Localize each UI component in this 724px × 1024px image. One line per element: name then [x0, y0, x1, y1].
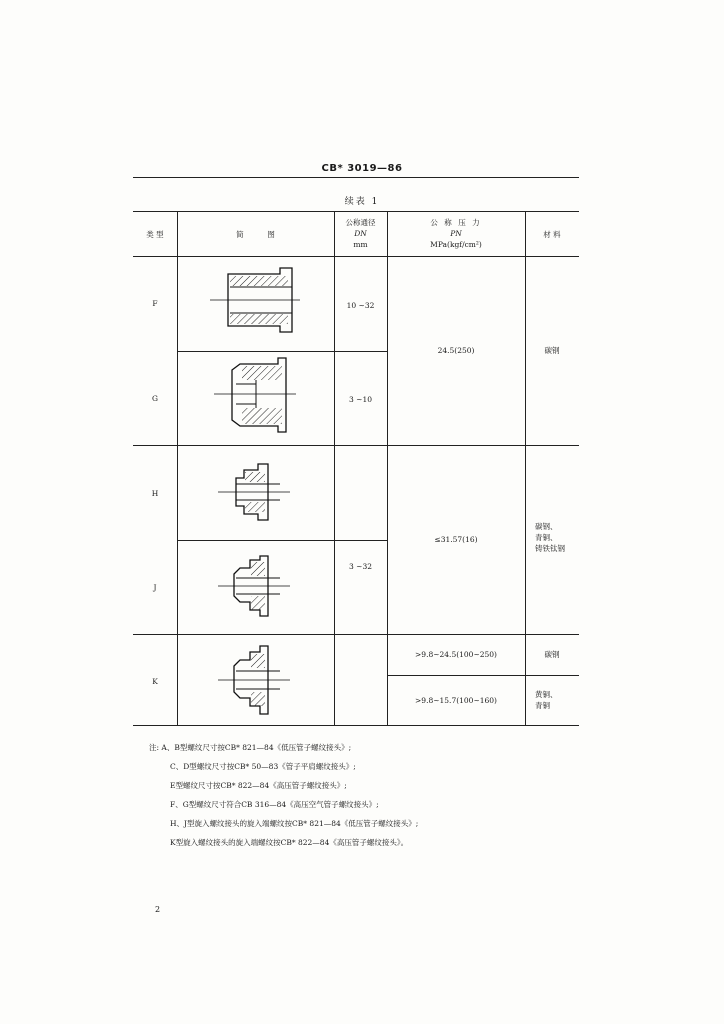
- pn-k-brass: >9.8~15.7(100~160): [415, 696, 497, 705]
- table-notes: [150, 738, 418, 852]
- material-k-line: 青铜: [535, 701, 550, 710]
- material-k-line: 黄铜、: [535, 690, 558, 699]
- dn-label: 公称通径: [345, 218, 376, 227]
- col-header-dn: [334, 217, 387, 250]
- fitting-j-drawing: [210, 552, 300, 622]
- document-code: CB* 3019—86: [321, 163, 403, 174]
- note-line: C、D型螺纹尺寸按CB* 50—83《管子平肩螺纹接头》;: [170, 762, 356, 771]
- note-text: A、B型螺纹尺寸按CB* 821—84《低压管子螺纹接头》;: [161, 743, 352, 752]
- material-fg: 碳钢: [544, 346, 560, 355]
- note-line: H、J型旋入螺纹接头的旋入端螺纹按CB* 821—84《低压管子螺纹接头》;: [170, 819, 419, 828]
- col-header-pn: [387, 217, 525, 250]
- col-header-material: 材 料: [543, 230, 561, 239]
- note-line: K型旋入螺纹接头的旋入端螺纹按CB* 822—84《高压管子螺纹接头》。: [170, 838, 409, 847]
- fitting-f-drawing: [200, 262, 320, 342]
- pn-hj: ≤31.57(16): [434, 535, 478, 544]
- row-type-j: J: [153, 583, 157, 592]
- material-hj-line: 铸铁钛钢: [535, 544, 565, 553]
- fitting-k-drawing: [210, 644, 300, 718]
- row-type-g: G: [152, 394, 158, 403]
- note-line: [149, 738, 417, 757]
- table-title: 续表 1: [344, 197, 380, 207]
- row-dn-hjk: 3 ~32: [349, 562, 372, 571]
- material-k-brass: [525, 689, 589, 711]
- row-type-f: F: [152, 299, 158, 308]
- fitting-h-drawing: [210, 458, 300, 528]
- note-line: E型螺纹尺寸按CB* 822—84《高压管子螺纹接头》;: [170, 781, 347, 790]
- page-number: 2: [155, 905, 161, 914]
- row-dn-f: 10 ~32: [346, 301, 375, 310]
- fitting-g-drawing: [200, 356, 320, 436]
- note-line: F、G型螺纹尺寸符合CB 316—84《高压空气管子螺纹接头》;: [170, 800, 379, 809]
- pn-k-carbon: >9.8~24.5(100~250): [415, 650, 497, 659]
- pn-label: 公 称 压 力: [430, 218, 482, 227]
- material-hj: [525, 521, 589, 554]
- row-type-h: H: [151, 489, 159, 498]
- header-rule: [133, 177, 579, 178]
- pn-unit: MPa(kgf/cm²): [430, 240, 482, 249]
- material-hj-line: 青铜、: [535, 533, 558, 542]
- dn-unit: mm: [353, 240, 368, 249]
- col-header-type: 类 型: [146, 230, 164, 239]
- material-hj-line: 碳钢、: [535, 522, 558, 531]
- pn-fg: 24.5(250): [437, 346, 475, 355]
- row-dn-g: 3 ~10: [349, 395, 372, 404]
- material-k-carbon: 碳钢: [544, 650, 560, 659]
- dn-symbol: DN: [354, 229, 367, 238]
- pn-symbol: PN: [450, 229, 462, 238]
- notes-label: 注:: [149, 743, 160, 752]
- col-header-diagram: 简 图: [236, 230, 275, 239]
- row-type-k: K: [152, 677, 158, 686]
